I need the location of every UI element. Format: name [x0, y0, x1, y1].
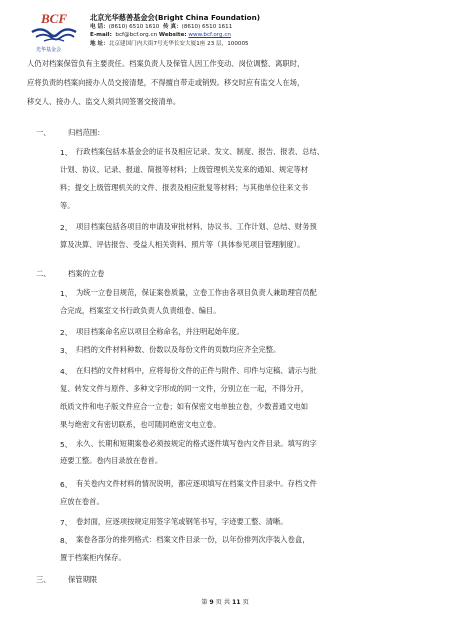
org-name: 北京光华慈善基金会(Bright China Foundation) — [90, 13, 261, 22]
contact-phone-fax — [90, 23, 260, 31]
section-number: 一、 — [36, 128, 51, 137]
item-line: 合完成，档案室文书行政负责人负责组卷、编目。 — [60, 306, 221, 315]
intro-line: 移交人、接办人、监交人须共同签署交接清单。 — [27, 97, 181, 106]
item-line: 永久、长期和短期案卷必须按规定的格式逐件填写卷内文件目录。填写的字 — [76, 439, 317, 448]
item-line: 归档的文件材料种数、份数以及每份文件的页数均应齐全完整。 — [76, 345, 281, 354]
item-line: 料；提交上级管理机关的文件、报表及相应批复等材料；与其他单位往来文书 — [60, 183, 309, 192]
item-line: 行政档案包括本基金会的证书及相应记录、发文、制度、报告、报表、总结、 — [76, 147, 325, 156]
page-footer — [0, 597, 450, 606]
item-number: 1、 — [60, 289, 72, 298]
item-number: 2、 — [60, 328, 72, 337]
item-line: 有关卷内文件材料的情况说明，都应逐项填写在档案文件目录中。存档文件 — [76, 479, 317, 488]
item-number: 3、 — [60, 346, 72, 355]
item-line: 在归档的文件材料中，应将每份文件的正件与附件、印件与定稿、请示与批 — [76, 366, 317, 375]
item-line: 为统一立卷目规范，保证案卷质量，立卷工作由各项目负责人兼助理官员配 — [76, 288, 317, 297]
item-number: 2、 — [60, 223, 72, 232]
fax-label: 传 真： — [162, 24, 182, 30]
item-number: 7、 — [60, 518, 72, 527]
intro-line: 应将负责的档案向接办人员交接清楚，不得擅自带走或销毁。移交时应有监交人在场， — [27, 78, 305, 87]
item-line: 置于档案柜内保存。 — [60, 553, 126, 562]
contact-address — [90, 40, 260, 48]
item-line: 计划、协议、记录、报道、简报等材料；上级管理机关发来的通知、规定等材 — [60, 165, 309, 174]
footer-mid: 页 共 — [215, 599, 231, 606]
website-link[interactable]: www.bcf.org.cn — [188, 32, 231, 39]
contact-email-web — [90, 31, 260, 39]
item-line: 复、转发文件与原件、多种文字形成的同一文件，分别立在一起，不得分开， — [60, 384, 309, 393]
footer-suffix: 页 — [242, 599, 249, 606]
item-line: 迹要工整。卷内目录放在卷首。 — [60, 456, 163, 465]
item-line: 案卷各部分的排列格式：档案文件目录一份，以年份排列次序装入卷盒， — [76, 535, 310, 544]
item-line: 应放在卷首。 — [60, 497, 104, 506]
section-title: 保管期限 — [68, 575, 98, 584]
letterhead — [28, 10, 428, 58]
section-number: 三、 — [36, 575, 51, 584]
item-line: 项目档案命名应以项目全称命名，并注明起始年度。 — [76, 327, 244, 336]
bcf-logo-graphic — [28, 10, 80, 46]
item-number: 4、 — [60, 367, 72, 376]
intro-line: 人仍对档案保管负有主要责任。档案负责人及保管人因工作变动、岗位调整、离职时， — [27, 59, 305, 68]
item-line: 算及决算、评估报告、受益人相关资料、照片等（具体参见项目管理制度）。 — [60, 240, 305, 249]
section-title: 归档范围： — [68, 128, 105, 137]
item-line: 果与绝密文有密切联系，也可随同绝密文电立卷。 — [60, 420, 221, 429]
email-label: E-mail: — [90, 32, 112, 39]
address-text: 北京建国门内大街7号光华长安大厦1座 23 层，100005 — [108, 40, 249, 47]
website-label: Website: — [158, 32, 187, 39]
footer-page-number: 9 — [209, 599, 214, 606]
item-line: 等。 — [60, 201, 75, 210]
item-line: 卷封面，应逐项按规定用签字笔或钢笔书写，字迹要工整、清晰。 — [76, 517, 288, 526]
phone-number: (8610) 6510 1610 — [108, 24, 160, 30]
item-number: 6、 — [60, 480, 72, 489]
email-address: bcf@bcf.org.cn — [115, 32, 158, 39]
footer-total-pages: 11 — [231, 599, 241, 606]
org-info — [90, 13, 260, 48]
item-line: 纸质文件和电子版文件应合一立卷；如有保密文电单独立卷，少数普通文电如 — [60, 402, 309, 411]
svg-text:BCF: BCF — [40, 11, 68, 26]
bcf-logo — [28, 10, 80, 54]
section-title: 档案的立卷 — [68, 269, 105, 278]
section-number: 二、 — [36, 269, 51, 278]
footer-prefix: 第 — [201, 599, 208, 606]
item-number: 8、 — [60, 536, 72, 545]
fax-number: (8610) 6510 1611 — [181, 24, 233, 30]
item-line: 项目档案包括各项目的申请及审批材料、协议书、工作计划、总结、财务预 — [76, 222, 317, 231]
item-number: 1、 — [60, 148, 72, 157]
address-label: 地 址： — [90, 40, 109, 47]
logo-subtitle: 光华基金会 — [36, 47, 62, 53]
phone-label: 电 话： — [90, 24, 109, 30]
item-number: 5、 — [60, 440, 72, 449]
